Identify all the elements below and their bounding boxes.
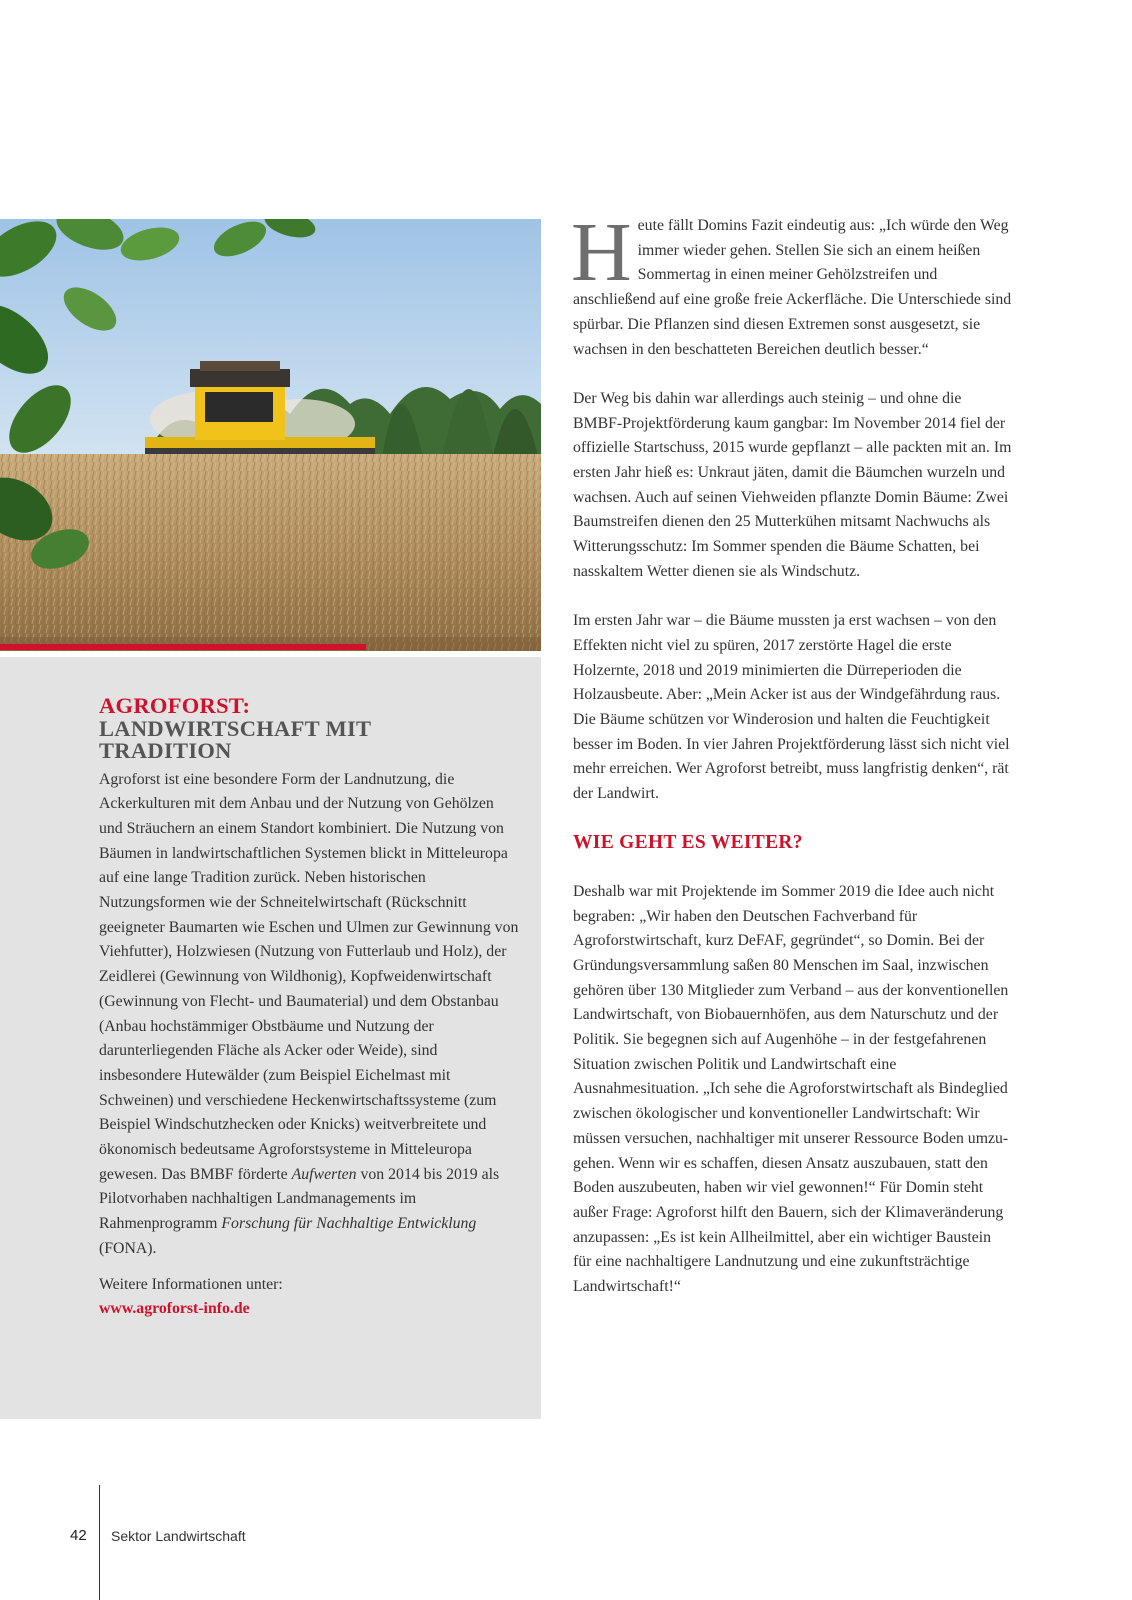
info-box-title-line-1: LANDWIRTSCHAFT MIT — [99, 715, 372, 741]
article-paragraph-2: Der Weg bis dahin war allerdings auch steinig – und ohne die BMBF-Projektförderung kaum gangbar: Im November 2014 fiel der offizielle Startschuss, 2015 wurde gepflanzt – alle packten mit an. Im ersten Jahr hieß es: Unkraut jäten, damit die Bäumchen wurzeln und wachsen. Auch auf seinen Viehweiden pflanzte Domin Bäume: Zwei Baumstreifen dienen den 25 Mutterkühen mitsamt Nachwuchs als Witterungsschutz: Im Sommer spenden die Bäume Schatten, bei nasskaltem Wetter dienen sie als Windschutz. — [573, 389, 1012, 580]
info-box-title-line-2: TRADITION — [99, 738, 232, 763]
combine-harvester-photo — [0, 219, 541, 651]
article-column — [571, 206, 1013, 1300]
article-paragraph-1 — [571, 206, 1013, 362]
agroforst-link[interactable]: www.agroforst-info.de — [99, 1300, 250, 1318]
article-paragraph-1-text: eute fällt Domins Fazit eindeutig aus: „Ich würde den Weg immer wieder gehen. Stellen Sie sich an einem heißen Sommertag in einen meiner Gehölzstreifen und anschließend auf eine große freie Ackerfläche. Die Unterschiede sind spürbar. Die Pflanzen sind diesen Extremen sonst ausgesetzt, sie wachsen in den beschatteten Bereichen deutlich besser.“ — [573, 217, 1012, 358]
info-box — [0, 657, 541, 1419]
info-box-body-italic-1: Aufwerten — [291, 1165, 357, 1183]
info-box-more — [99, 1273, 519, 1322]
info-box-body-italic-2: Forschung für Nachhaltige Entwicklung — [221, 1215, 477, 1233]
photo-accent-bar — [0, 644, 366, 650]
article-paragraph-4: Deshalb war mit Projektende im Sommer 2019 die Idee auch nicht begraben: „Wir haben den Deutschen Fachverband für Agroforstwirtschaft, kurz DeFAF, gegründet“, so Domin. Bei der Gründungsversammlung saßen 80 Menschen im Saal, inzwischen gehören über 130 Mitglieder zum Verband – aus der konventionellen Landwirtschaft, von Biobauernhöfen, aus dem Naturschutz und der Politik. Sie begegnen sich auf Augenhöhe – in der festgefahrenen Situation zwischen Politik und Landwirtschaft eine Ausnahmesituation. „Ich sehe die Agroforstwirtschaft als Bindeglied zwischen ökologischer und konventioneller Landwirtschaft: Wir müssen versuchen, nachhaltiger mit unserer Ressource Boden umzugehen. Wenn wir es schaffen, diesen Ansatz auszubauen, statt den Boden auszubeuten, haben wir viel gewonnen!“ Für Domin steht außer Frage: Agroforst hilft den Bauern, sich der Klimaveränderung anzupassen: „Es ist kein Allheilmittel, aber ein wichtiger Baustein für eine nachhaltigere Landnutzung und eine zukunftsträchtige Landwirtschaft!“ — [573, 882, 1009, 1296]
info-box-title — [99, 695, 519, 763]
info-box-content — [99, 695, 519, 1322]
info-box-body-part-1: Agroforst ist eine besondere Form der Landnutzung, die Ackerkulturen mit dem Anbau und der Nutzung von Gehölzen und Sträuchern an einem Standort kombiniert. Die Nutzung von Bäumen in landwirtschaftlichen Systemen blickt in Mitteleuropa auf eine lange Tradition zurück. Neben historischen Nutzungsformen wie der Schneitelwirtschaft (Rückschnitt geeigneter Baumarten wie Eschen und Ulmen zur Gewinnung von Viehfutter), Holzwiesen (Nutzung von Futterlaub und Holz), der Zeidlerei (Gewinnung von Wildhonig), Kopfweidenwirtschaft (Gewinnung von Flecht- und Baumaterial) und dem Obstanbau (Anbau hochstämmiger Obstbäume und Nutzung der darunterliegenden Fläche als Acker oder Weide), sind insbesondere Hutewälder (zum Beispiel Eichelmast mit Schweinen) und verschiedene Heckenwirtschaftssysteme (zum Beispiel Windschutzhecken oder Knicks) weitverbreitete und ökonomisch bedeutsame Agroforstsysteme in Mitteleuropa gewesen. Das BMBF förderte — [99, 770, 519, 1183]
page-number: 42 — [70, 1527, 87, 1544]
more-info-label: Weitere Informationen unter: — [99, 1275, 283, 1293]
article-paragraph-3: Im ersten Jahr war – die Bäume mussten ja erst wachsen – von den Effekten nicht viel zu spüren, 2017 zerstörte Hagel die erste Holzernte, 2018 und 2019 minimierten die Dürreperioden die Holzausbeute. Aber: „Mein Acker ist aus der Windgefährdung raus. Die Bäume schützen vor Winderosion und halten die Feuchtigkeit besser im Boden. In vier Jahren Projektförderung lässt sich nicht viel mehr erreichen. Wer Agroforst betreibt, muss langfristig denken“, rät der Landwirt. — [573, 612, 1010, 803]
info-box-title-red: AGROFORST: — [99, 693, 251, 718]
info-box-body-part-3: (FONA). — [99, 1239, 157, 1257]
drop-cap: H — [571, 206, 632, 299]
section-label: Sektor Landwirtschaft — [111, 1528, 246, 1544]
section-heading: WIE GEHT ES WEITER? — [573, 831, 803, 853]
footer-divider — [99, 1485, 100, 1600]
info-box-body — [99, 768, 519, 1262]
info-box-body-part-2: von 2014 bis 2019 als Pilotvorhaben nachhaltigen Landmanagements im Rahmenprogramm — [99, 1165, 500, 1233]
